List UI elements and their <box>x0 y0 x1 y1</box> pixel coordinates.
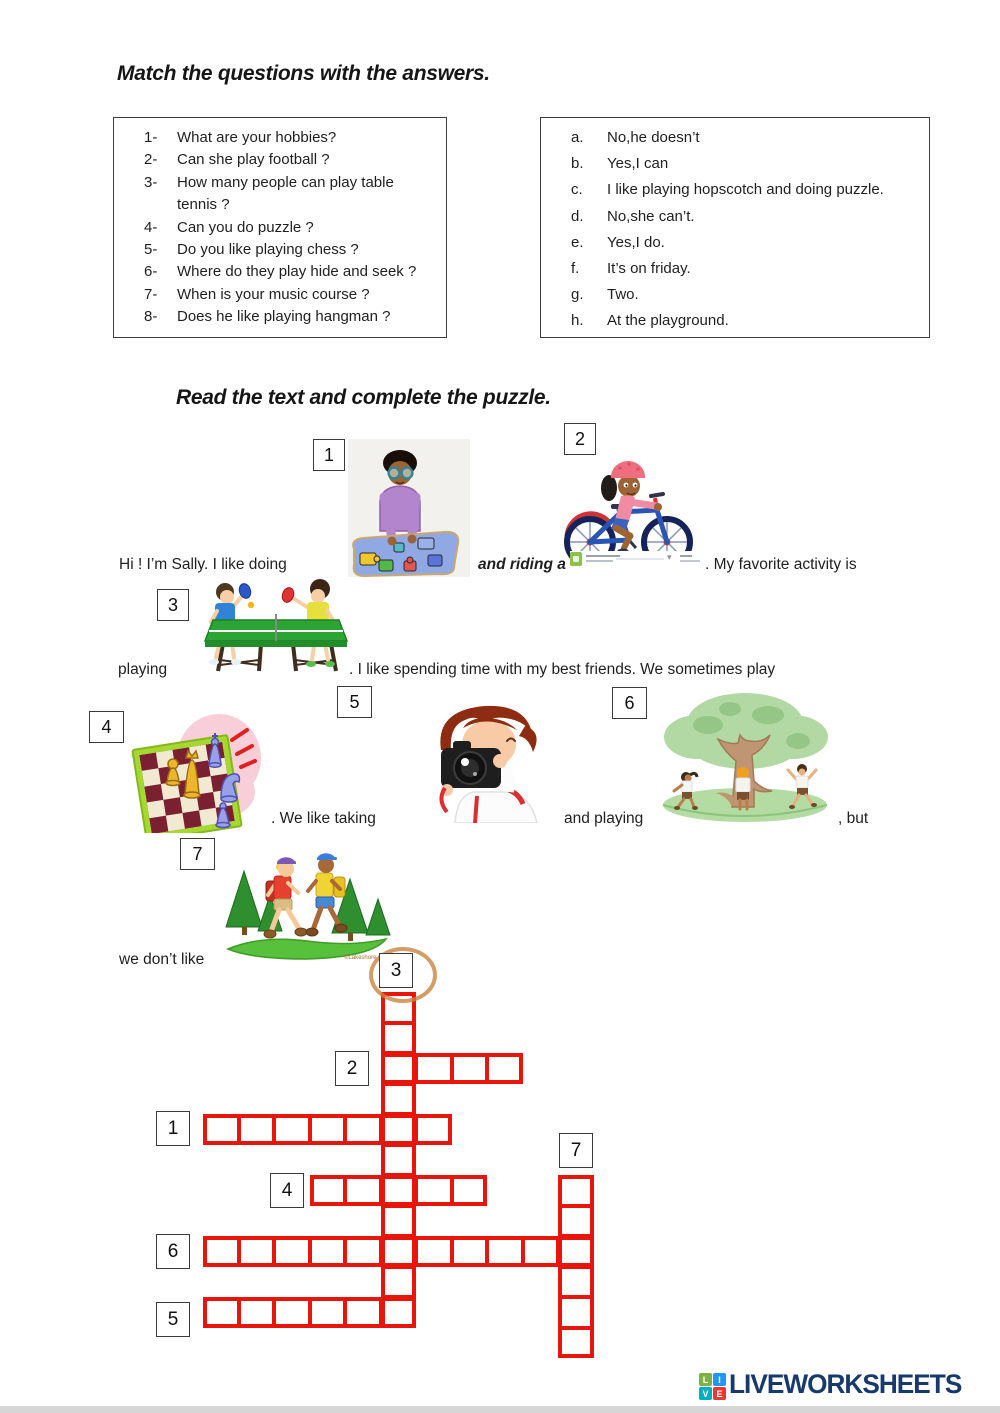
answer-item-marker: g. <box>571 286 584 304</box>
liveworksheets-brand: LIVEWORKSHEETS <box>729 1369 962 1399</box>
answer-item-marker: e. <box>571 233 584 251</box>
answer-item-text: I like playing hopscotch and doing puzzle. <box>607 181 884 199</box>
question-item-text: Can she play football ? <box>177 151 330 169</box>
answer-item-marker: c. <box>571 181 583 199</box>
story-but-text: , but <box>838 810 869 827</box>
crossword-cell-divider <box>379 1179 383 1202</box>
picture-tag-3: 3 <box>157 589 189 621</box>
answer-item-text: At the playground. <box>607 312 729 330</box>
story-friends-text: . I like spending time with my best friends. We sometimes play <box>349 661 776 678</box>
question-item-text: How many people can play table tennis ? <box>177 173 394 214</box>
story-favorite-text: . My favorite activity is <box>705 556 857 573</box>
crossword-cell-divider <box>343 1179 347 1202</box>
crossword-cell-divider <box>414 1179 418 1202</box>
crossword-cell-divider <box>450 1057 454 1080</box>
crossword-cell-divider <box>237 1301 241 1324</box>
answer-item-marker: h. <box>571 312 584 330</box>
picture-tag-6: 6 <box>612 687 647 719</box>
logo-letter-l: L <box>699 1373 712 1386</box>
answer-item-text: Two. <box>607 286 639 304</box>
crossword-label-7: 7 <box>559 1133 593 1168</box>
crossword-entry-7-down[interactable] <box>558 1175 594 1358</box>
crossword-cell-divider <box>521 1240 525 1263</box>
answer-item-text: No,she can’t. <box>607 207 695 225</box>
crossword-cell-divider <box>272 1301 276 1324</box>
logo-letter-v: V <box>699 1387 712 1400</box>
picture-tag-1: 1 <box>313 439 345 471</box>
crossword-cell-divider <box>450 1240 454 1263</box>
answer-item-text: Yes,I do. <box>607 233 665 251</box>
question-item-marker: 7- <box>144 285 158 303</box>
crossword-entry-1-across[interactable] <box>203 1114 452 1145</box>
story-intro-text: Hi ! I’m Sally. I like doing <box>119 556 287 573</box>
crossword-cell-divider <box>385 1021 413 1025</box>
crossword-cell-divider <box>414 1118 418 1141</box>
crossword-cell-divider <box>237 1240 241 1263</box>
logo-letter-i: I <box>713 1373 726 1386</box>
question-item-text: Where do they play hide and seek ? <box>177 263 417 281</box>
crossword-cell-divider <box>562 1295 590 1299</box>
question-item-marker: 5- <box>144 241 158 259</box>
question-item-marker: 6- <box>144 263 158 281</box>
crossword-cell-divider <box>343 1118 347 1141</box>
crossword-cell-divider <box>485 1057 489 1080</box>
crossword-cell-divider <box>308 1240 312 1263</box>
lakeshore-watermark: ©Lakeshore <box>344 955 377 961</box>
crossword-label-6: 6 <box>156 1234 190 1269</box>
question-item-marker: 1- <box>144 129 158 146</box>
crossword-cell-divider <box>237 1118 241 1141</box>
crossword-entry-2-across[interactable] <box>381 1053 523 1084</box>
answer-item-marker: f. <box>571 260 580 278</box>
crossword-cell-divider <box>379 1301 383 1324</box>
match-heading: Match the questions with the answers. <box>117 62 490 85</box>
question-item-text: What are your hobbies? <box>177 129 337 146</box>
crossword-cell-divider <box>562 1204 590 1208</box>
question-item-marker: 3- <box>144 173 158 191</box>
crossword-cell-divider <box>343 1301 347 1324</box>
crossword-label-3: 3 <box>379 953 413 988</box>
crossword-label-2: 2 <box>335 1051 369 1086</box>
liveworksheets-logo-icon <box>699 1373 726 1400</box>
crossword-cell-divider <box>379 1118 383 1141</box>
story-taking-text: . We like taking <box>271 810 376 827</box>
crossword-cell-divider <box>308 1301 312 1324</box>
read-heading: Read the text and complete the puzzle. <box>176 386 551 409</box>
crossword-cell-divider <box>308 1118 312 1141</box>
crossword-entry-3-down[interactable] <box>381 992 417 1328</box>
question-item-text: Do you like playing chess ? <box>177 241 359 259</box>
answer-item-marker: b. <box>571 155 584 173</box>
question-item-marker: 8- <box>144 308 158 326</box>
crossword-cell-divider <box>343 1240 347 1263</box>
bottom-strip <box>0 1406 1000 1413</box>
question-item-text: Can you do puzzle ? <box>177 218 314 236</box>
crossword-cell-divider <box>562 1326 590 1330</box>
answer-item-marker: d. <box>571 207 584 225</box>
logo-letter-e: E <box>713 1387 726 1400</box>
answer-item-text: Yes,I can <box>607 155 669 173</box>
answer-item-text: No,he doesn’t <box>607 129 700 146</box>
crossword-cell-divider <box>450 1179 454 1202</box>
story-playing-text: playing <box>118 661 168 678</box>
crossword-entry-4-across[interactable] <box>310 1175 488 1206</box>
answer-item-marker: a. <box>571 129 584 146</box>
story-and-playing-text: and playing <box>564 810 644 827</box>
crossword-label-5: 5 <box>156 1302 190 1337</box>
question-item-marker: 2- <box>144 151 158 169</box>
question-item-text: Does he like playing hangman ? <box>177 308 391 326</box>
crossword-cell-divider <box>414 1240 418 1263</box>
crossword-cell-divider <box>272 1240 276 1263</box>
picture-tag-4: 4 <box>89 711 124 743</box>
crossword-entry-5-across[interactable] <box>203 1297 416 1328</box>
crossword-label-4: 4 <box>270 1173 304 1208</box>
crossword-cell-divider <box>414 1057 418 1080</box>
picture-tag-2: 2 <box>564 423 596 455</box>
crossword-cell-divider <box>556 1240 560 1263</box>
question-item-marker: 4- <box>144 218 158 236</box>
crossword-label-1: 1 <box>156 1111 190 1146</box>
picture-tag-7: 7 <box>180 838 215 870</box>
crossword-cell-divider <box>485 1240 489 1263</box>
crossword-cell-divider <box>272 1118 276 1141</box>
story-riding-text: and riding a <box>478 556 566 573</box>
question-item-text: When is your music course ? <box>177 285 370 303</box>
story-dont-like-text: we don’t like <box>119 951 205 968</box>
crossword-cell-divider <box>379 1240 383 1263</box>
answer-item-text: It’s on friday. <box>607 260 691 278</box>
chevron-down-icon: ▾ <box>667 552 672 562</box>
crossword-entry-6-across[interactable] <box>203 1236 594 1267</box>
picture-tag-5: 5 <box>337 686 372 718</box>
